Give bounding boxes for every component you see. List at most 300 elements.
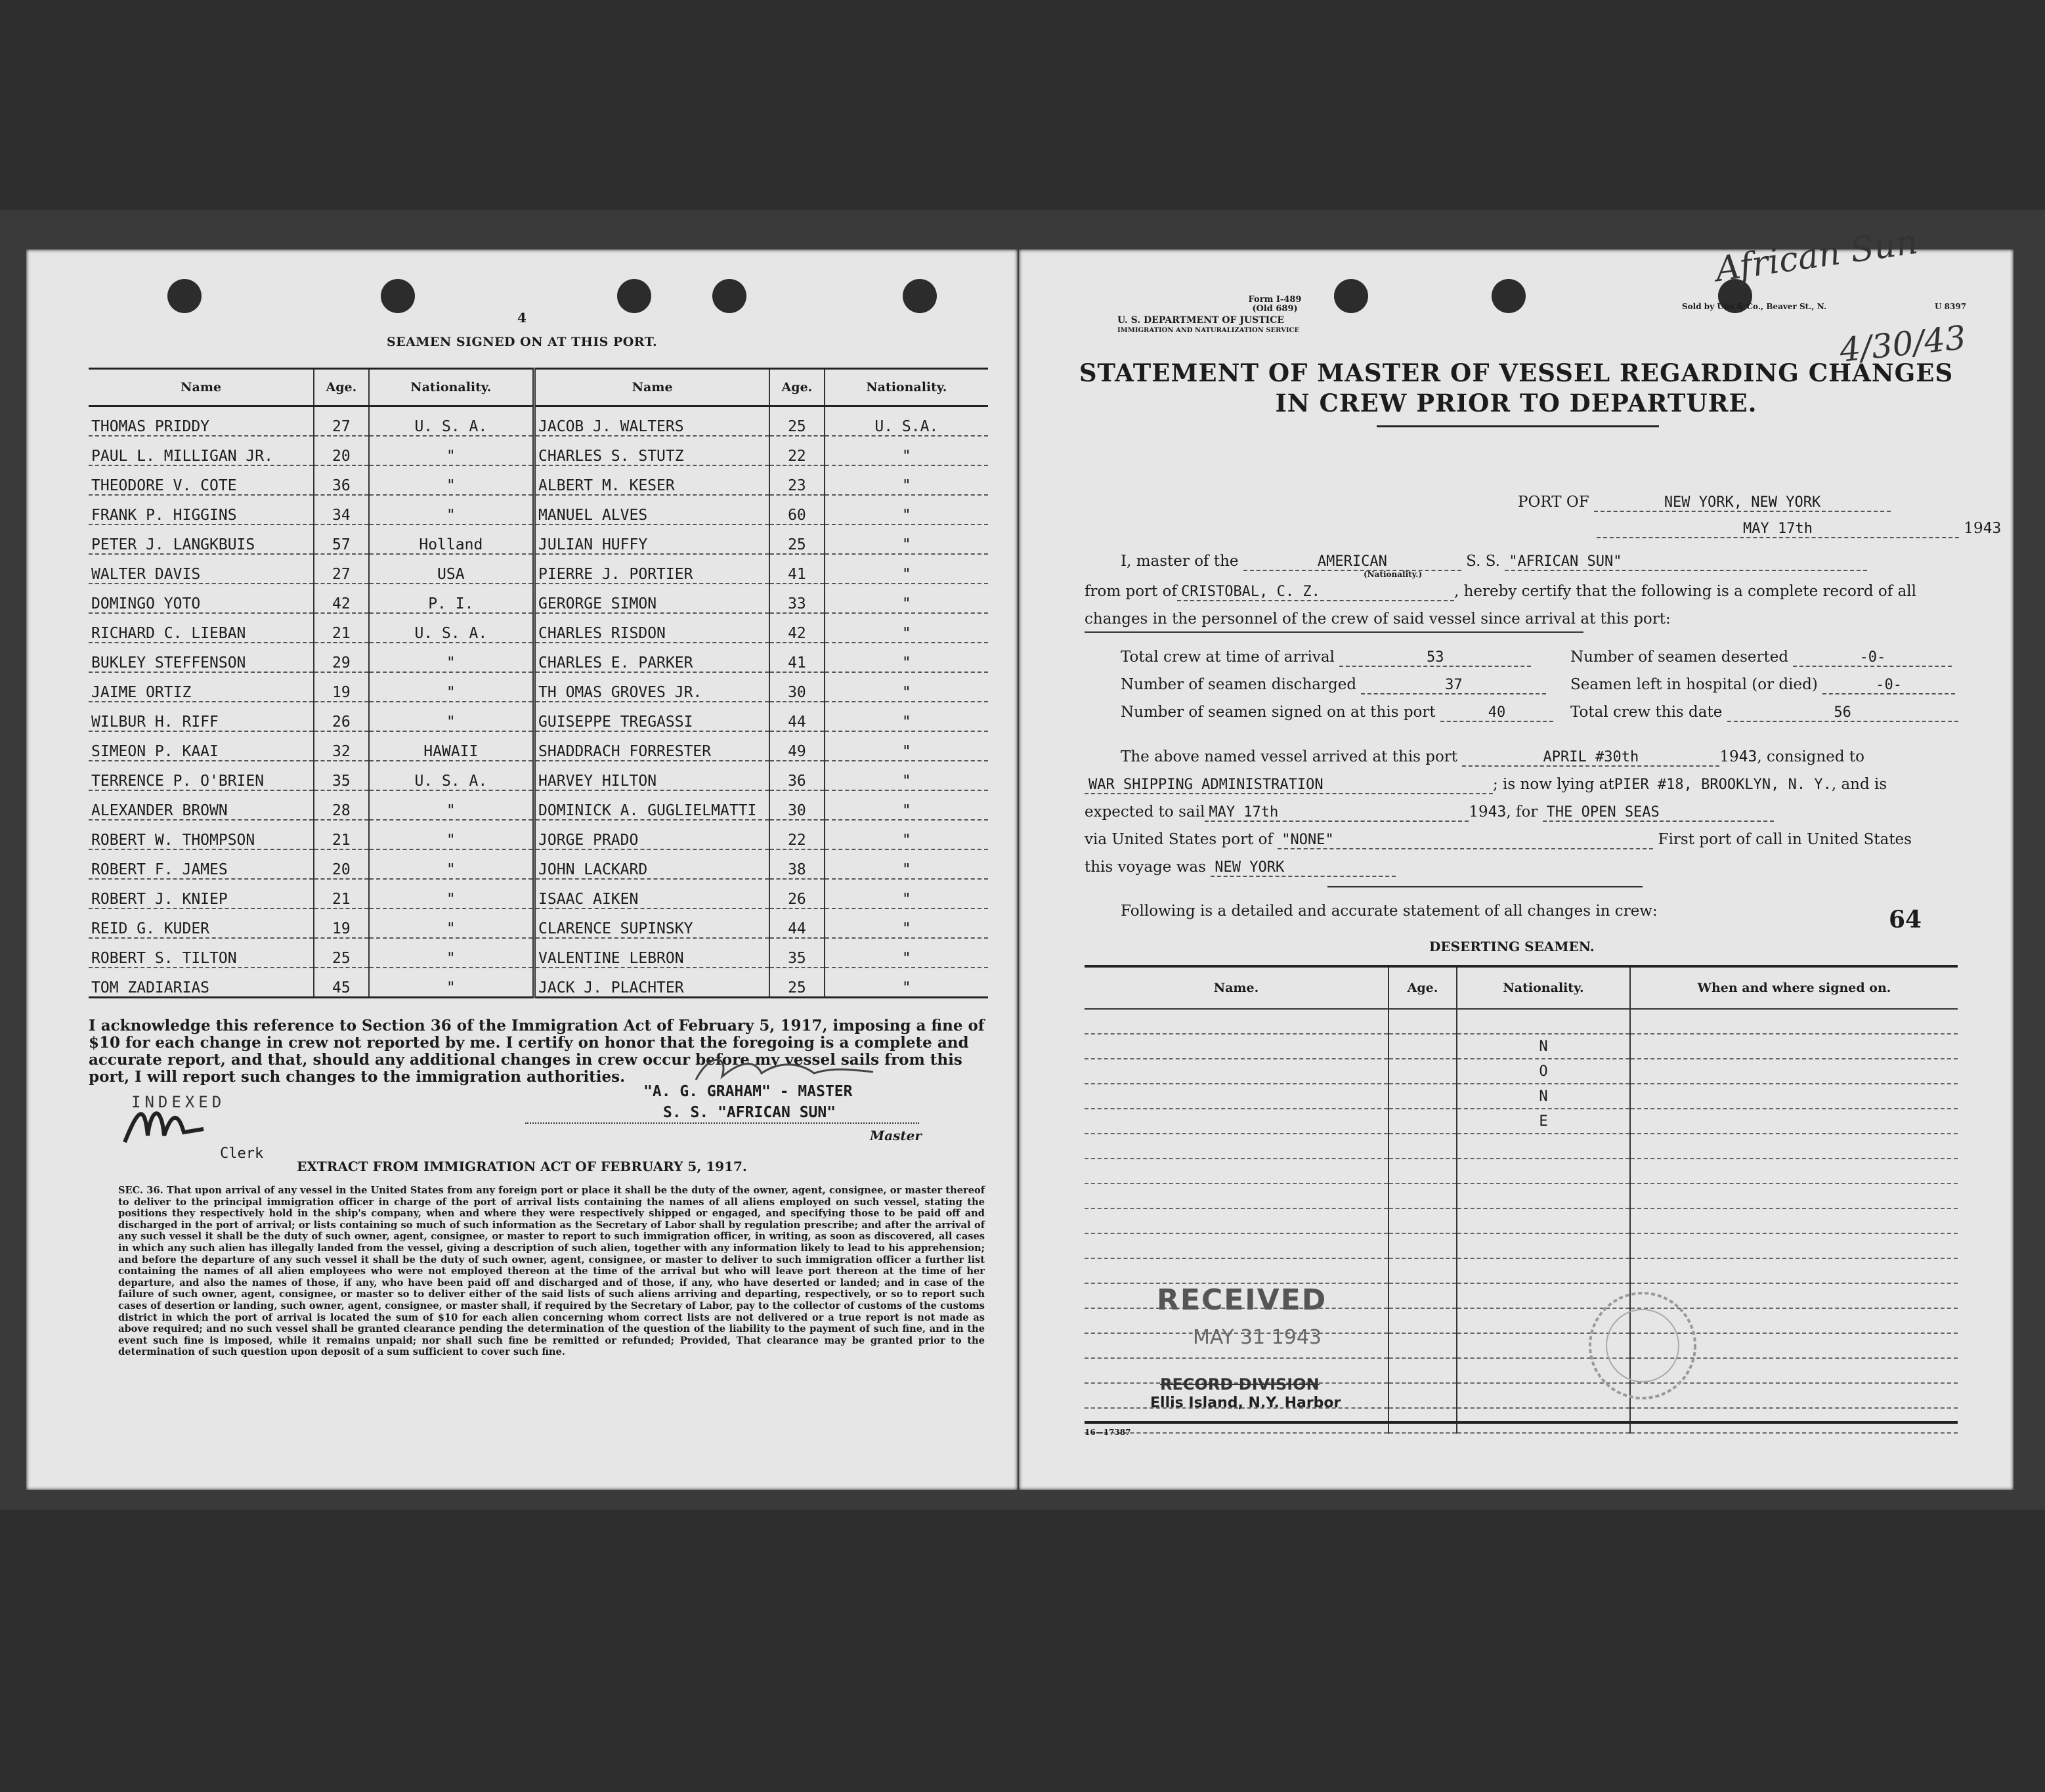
crew-nationality: " <box>369 465 534 495</box>
deserted-value: -0- <box>1793 649 1952 667</box>
crew-nationality: " <box>825 436 988 465</box>
crew-nationality: " <box>369 820 534 849</box>
desert-cell <box>1388 1109 1457 1134</box>
hospital-line <box>1570 676 1955 694</box>
desert-cell <box>1630 1059 1958 1084</box>
total-arrival-label: Total crew at time of arrival <box>1121 649 1335 666</box>
date-value: MAY 17th <box>1597 521 1959 538</box>
crew-nationality: U. S.A. <box>825 406 988 437</box>
deserted-label: Number of seamen deserted <box>1570 649 1789 666</box>
page-number: 4 <box>517 310 527 326</box>
extract-heading: EXTRACT FROM IMMIGRATION ACT OF FEBRUARY 5, 1917. <box>297 1159 747 1174</box>
crew-name: JAIME ORTIZ <box>89 672 314 702</box>
via-value: "NONE" <box>1278 832 1653 849</box>
desert-cell <box>1085 1184 1388 1208</box>
pier-value: PIER #18, BROOKLYN, N. Y. <box>1614 777 1832 793</box>
crew-age: 49 <box>769 731 824 761</box>
circular-seal-stamp <box>1583 1287 1702 1405</box>
crew-nationality: " <box>369 938 534 968</box>
and-is-label: , and is <box>1831 776 1887 793</box>
desert-cell <box>1457 1408 1630 1433</box>
expected-label: expected to sail <box>1085 803 1205 821</box>
sold-by-code: U 8397 <box>1935 302 1967 311</box>
desert-cell <box>1388 1383 1457 1408</box>
desert-cell <box>1630 1233 1958 1258</box>
sail-year: 43 <box>1488 803 1507 821</box>
desert-cell <box>1388 1333 1457 1358</box>
ellis-island-stamp: Ellis Island, N.Y. Harbor <box>1150 1395 1341 1411</box>
crew-nationality: " <box>825 938 988 968</box>
crew-name: PIERRE J. PORTIER <box>534 554 770 584</box>
desert-cell <box>1630 1208 1958 1233</box>
voyage-line <box>1085 859 1396 877</box>
desert-cell <box>1388 1009 1457 1034</box>
department-name: U. S. DEPARTMENT OF JUSTICE <box>1117 315 1285 326</box>
hospital-label: Seamen left in hospital (or died) <box>1570 676 1818 693</box>
table-row <box>89 672 988 702</box>
crew-name: JACK J. PLACHTER <box>534 968 770 998</box>
title-underline <box>1377 425 1659 427</box>
arrived-line <box>1121 748 1864 767</box>
desert-cell <box>1085 1233 1388 1258</box>
crew-age: 35 <box>314 761 368 790</box>
crew-name: TERRENCE P. O'BRIEN <box>89 761 314 790</box>
crew-nationality: " <box>825 849 988 879</box>
crew-age: 22 <box>769 820 824 849</box>
desert-cell <box>1457 1258 1630 1283</box>
desert-cell <box>1388 1034 1457 1059</box>
crew-age: 34 <box>314 495 368 524</box>
table-header-row <box>1085 966 1958 1009</box>
table-row <box>89 938 988 968</box>
desert-cell <box>1388 1134 1457 1159</box>
table-row <box>1085 1134 1958 1159</box>
table-row <box>1085 1109 1958 1134</box>
desert-cell <box>1388 1208 1457 1233</box>
crew-name: TH OMAS GROVES JR. <box>534 672 770 702</box>
desert-cell <box>1630 1034 1958 1059</box>
crew-nationality: " <box>825 554 988 584</box>
arrived-label: The above named vessel arrived at this port <box>1121 748 1458 765</box>
page-stamp-number: 64 <box>1889 906 1922 933</box>
crew-name: MANUEL ALVES <box>534 495 770 524</box>
arrived-value: APRIL #30th <box>1462 749 1719 767</box>
table-header-row <box>89 369 988 406</box>
consignee-value: WAR SHIPPING ADMINISTRATION <box>1085 777 1493 794</box>
crew-age: 45 <box>314 968 368 998</box>
following-label: Following is a detailed and accurate statement of all changes in crew: <box>1121 903 1658 920</box>
crew-name: ROBERT F. JAMES <box>89 849 314 879</box>
desert-cell: O <box>1457 1059 1630 1084</box>
crew-age: 42 <box>769 613 824 643</box>
crew-name: GERORGE SIMON <box>534 584 770 613</box>
crew-age: 23 <box>769 465 824 495</box>
desert-cell <box>1388 1084 1457 1109</box>
crew-nationality: " <box>825 908 988 938</box>
consignee-line <box>1085 776 1887 794</box>
crew-nationality: " <box>825 524 988 554</box>
consigned-label: , consigned to <box>1757 748 1864 765</box>
column-header: Age. <box>769 369 824 406</box>
crew-nationality: " <box>825 790 988 820</box>
crew-name: VALENTINE LEBRON <box>534 938 770 968</box>
crew-age: 25 <box>769 968 824 998</box>
acknowledgement-text: I acknowledge this reference to Section 36 of the Immigration Act of February 5, 1917, imposing a fine of $10 for each change in crew not reported by me. I certify on honor that the foregoing is a complete and accurate report, and that, should any additional changes in crew occur before my vessel sails from this port, I will report such changes to the immigration authorities. <box>89 1017 985 1086</box>
clerk-label: Clerk <box>220 1145 264 1162</box>
arrived-year: 43 <box>1738 748 1757 765</box>
date-line <box>1597 520 2001 538</box>
crew-age: 25 <box>314 938 368 968</box>
crew-age: 29 <box>314 643 368 672</box>
form-old-number: (Old 689) <box>1252 304 1298 314</box>
crew-nationality: " <box>369 643 534 672</box>
desert-cell <box>1388 1258 1457 1283</box>
crew-nationality: " <box>369 908 534 938</box>
year-value: 43 <box>1983 520 2002 537</box>
crew-nationality: U. S. A. <box>369 613 534 643</box>
crew-age: 27 <box>314 554 368 584</box>
crew-age: 28 <box>314 790 368 820</box>
signature-line <box>525 1122 919 1124</box>
table-row <box>89 731 988 761</box>
form-code: 16—17387 <box>1085 1428 1131 1437</box>
desert-cell <box>1457 1134 1630 1159</box>
desert-cell <box>1457 1184 1630 1208</box>
crew-name: DOMINICK A. GUGLIELMATTI <box>534 790 770 820</box>
first-port-label: First port of call in United States <box>1658 831 1912 848</box>
crew-nationality: " <box>825 879 988 908</box>
crew-age: 22 <box>769 436 824 465</box>
crew-age: 36 <box>314 465 368 495</box>
crew-name: CLARENCE SUPINSKY <box>534 908 770 938</box>
binder-hole <box>167 279 202 313</box>
table-row <box>89 761 988 790</box>
destination-value: THE OPEN SEAS <box>1543 804 1774 822</box>
crew-name: RICHARD C. LIEBAN <box>89 613 314 643</box>
binder-hole <box>712 279 746 313</box>
discharged-line <box>1121 676 1546 694</box>
binder-hole <box>617 279 651 313</box>
desert-cell <box>1085 1258 1388 1283</box>
desert-cell <box>1085 1109 1388 1134</box>
desert-cell <box>1085 1059 1388 1084</box>
crew-nationality: HAWAII <box>369 731 534 761</box>
desert-cell <box>1457 1009 1630 1034</box>
crew-age: 19 <box>314 672 368 702</box>
crew-signed-on-table <box>89 368 988 998</box>
master-name: "A. G. GRAHAM" - MASTER <box>643 1083 853 1100</box>
total-arrival-line <box>1121 649 1531 667</box>
crew-nationality: " <box>825 584 988 613</box>
desert-cell <box>1388 1184 1457 1208</box>
master-of-label: I, master of the <box>1121 553 1239 570</box>
crew-name: ISAAC AIKEN <box>534 879 770 908</box>
crew-nationality: " <box>825 643 988 672</box>
crew-age: 35 <box>769 938 824 968</box>
crew-age: 57 <box>314 524 368 554</box>
crew-nationality: " <box>825 495 988 524</box>
sold-by-note: Sold by Uns & Co., Beaver St., N. <box>1682 302 1827 311</box>
desert-cell <box>1630 1134 1958 1159</box>
indexed-stamp: INDEXED <box>131 1093 226 1111</box>
crew-nationality: " <box>369 495 534 524</box>
desert-cell <box>1388 1408 1457 1433</box>
crew-name: ALEXANDER BROWN <box>89 790 314 820</box>
crew-name: ROBERT S. TILTON <box>89 938 314 968</box>
discharged-label: Number of seamen discharged <box>1121 676 1357 693</box>
crew-name: FRANK P. HIGGINS <box>89 495 314 524</box>
table-row <box>1085 1408 1958 1433</box>
column-header: Nationality. <box>1457 966 1630 1009</box>
desert-cell <box>1388 1283 1457 1308</box>
crew-name: ALBERT M. KESER <box>534 465 770 495</box>
crew-name: SHADDRACH FORRESTER <box>534 731 770 761</box>
binder-hole <box>1492 279 1526 313</box>
crew-age: 20 <box>314 849 368 879</box>
table-row <box>89 643 988 672</box>
binder-hole <box>903 279 937 313</box>
desert-cell <box>1457 1208 1630 1233</box>
column-header: When and where signed on. <box>1630 966 1958 1009</box>
crew-name: JACOB J. WALTERS <box>534 406 770 437</box>
record-division-stamp: RECORD DIVISION <box>1160 1375 1320 1394</box>
sail-date-value: MAY 17th <box>1205 804 1469 822</box>
crew-name: SIMEON P. KAAI <box>89 731 314 761</box>
year-prefix: 19 <box>1964 520 1983 537</box>
scan-background-top <box>0 0 2045 210</box>
table-row <box>89 584 988 613</box>
column-header: Name. <box>1085 966 1388 1009</box>
crew-nationality: U. S. A. <box>369 761 534 790</box>
crew-name: CHARLES E. PARKER <box>534 643 770 672</box>
crew-name: DOMINGO YOTO <box>89 584 314 613</box>
table-row <box>1085 1009 1958 1034</box>
crew-age: 32 <box>314 731 368 761</box>
crew-nationality: U. S. A. <box>369 406 534 437</box>
crew-nationality: " <box>825 465 988 495</box>
desert-cell <box>1630 1084 1958 1109</box>
table-row <box>1085 1233 1958 1258</box>
desert-cell <box>1388 1233 1457 1258</box>
table-row <box>89 879 988 908</box>
table-row <box>89 406 988 437</box>
crew-age: 44 <box>769 908 824 938</box>
table-row <box>1085 1034 1958 1059</box>
expected-sail-line <box>1085 803 1774 822</box>
signed-on-label: Number of seamen signed on at this port <box>1121 704 1436 721</box>
via-port-line <box>1085 831 1912 849</box>
crew-age: 19 <box>314 908 368 938</box>
sail-year-prefix: 19 <box>1469 803 1488 821</box>
crew-name: THOMAS PRIDDY <box>89 406 314 437</box>
desert-cell <box>1630 1159 1958 1184</box>
signed-on-value: 40 <box>1440 704 1553 722</box>
table-row <box>1085 1184 1958 1208</box>
crew-name: TOM ZADIARIAS <box>89 968 314 998</box>
for-label: , for <box>1506 803 1538 821</box>
desert-cell: E <box>1457 1109 1630 1134</box>
crew-age: 42 <box>314 584 368 613</box>
column-header: Nationality. <box>825 369 988 406</box>
column-header: Name <box>534 369 770 406</box>
deserting-seamen-table <box>1085 965 1958 1434</box>
table-row <box>1085 1084 1958 1109</box>
left-page <box>26 249 1018 1490</box>
desert-cell <box>1630 1109 1958 1134</box>
crew-name: REID G. KUDER <box>89 908 314 938</box>
table-row <box>89 554 988 584</box>
crew-name: ROBERT J. KNIEP <box>89 879 314 908</box>
table-row <box>89 524 988 554</box>
arrived-year-prefix: 19 <box>1719 748 1739 765</box>
port-value: NEW YORK, NEW YORK <box>1594 494 1891 512</box>
crew-age: 25 <box>769 524 824 554</box>
crew-name: JULIAN HUFFY <box>534 524 770 554</box>
crew-age: 38 <box>769 849 824 879</box>
crew-name: BUKLEY STEFFENSON <box>89 643 314 672</box>
total-today-value: 56 <box>1727 704 1958 722</box>
handwritten-ship-name: African Sun <box>1713 222 1920 290</box>
crew-nationality: Holland <box>369 524 534 554</box>
desert-cell <box>1085 1134 1388 1159</box>
crew-age: 26 <box>769 879 824 908</box>
master-of-line <box>1121 553 1867 571</box>
crew-name: PAUL L. MILLIGAN JR. <box>89 436 314 465</box>
desert-cell <box>1388 1308 1457 1333</box>
crew-age: 26 <box>314 702 368 731</box>
desert-cell <box>1388 1159 1457 1184</box>
crew-age: 30 <box>769 672 824 702</box>
voyage-value: NEW YORK <box>1211 859 1396 877</box>
section-36-text: SEC. 36. That upon arrival of any vessel in the United States from any foreign port or place it shall be the duty of the owner, agent, consignee, or master thereof to deliver to the principal immigration officer in charge of the port of arrival lists containing the names of all aliens employed on such vessel, stating the positions they respectively hold in the ship's company, when and where they were respectively shipped or engaged, and specifying those to be paid off and discharged in the port of arrival; or lists containing so much of such information as the Secretary of Labor shall by regulation prescribe; and after the arrival of any such vessel it shall be the duty of such owner, agent, consignee, or master to report to such immigration officer, in writing, as soon as discovered, all cases in which any such alien has illegally landed from the vessel, giving a description of such alien, together with any information likely to lead to his apprehension; and before the departure of any such vessel it shall be the duty of such owner, agent, consignee, or master to deliver to such immigration officer a further list containing the names of all alien employees who were not employed thereon at the time of the arrival but who will leave port thereon at the time of her departure, and also the names of those, if any, who have been paid off and discharged and of those, if any, who have deserted or landed; and in case of the failure of such owner, agent, consignee, or master so to deliver either of the said lists of such aliens arriving and departing, respectively, or so to report such cases of desertion or landing, such owner, agent, consignee, or master shall, if required by the Secretary of Labor, pay to the collector of customs of the customs district in which the port of arrival is located the sum of $10 for each alien concerning whom correct lists are not delivered or a true report is not made as above required; and no such vessel shall be granted clearance pending the determination of the question of the liability to the payment of such fine, and in the event such fine is imposed, while it remains unpaid; nor shall such fine be remitted or refunded; Provided, That clearance may be granted prior to the determination of such question upon deposit of a sum sufficient to cover such fine. <box>118 1185 985 1358</box>
desert-cell <box>1630 1258 1958 1283</box>
crew-name: WALTER DAVIS <box>89 554 314 584</box>
crew-nationality: " <box>825 968 988 998</box>
column-header: Age. <box>1388 966 1457 1009</box>
master-vessel: S. S. "AFRICAN SUN" <box>663 1104 836 1121</box>
table-row <box>89 436 988 465</box>
certify-text-2: changes in the personnel of the crew of said vessel since arrival at this port: <box>1085 610 1671 628</box>
crew-age: 21 <box>314 613 368 643</box>
deserting-heading: DESERTING SEAMEN. <box>1429 939 1595 954</box>
crew-age: 44 <box>769 702 824 731</box>
crew-name: JORGE PRADO <box>534 820 770 849</box>
crew-age: 41 <box>769 554 824 584</box>
hospital-value: -0- <box>1822 677 1955 694</box>
certify-text: , hereby certify that the following is a complete record of all <box>1453 583 1917 600</box>
port-line <box>1518 494 1891 512</box>
crew-name: THEODORE V. COTE <box>89 465 314 495</box>
desert-cell <box>1630 1408 1958 1433</box>
total-arrival-value: 53 <box>1339 649 1531 667</box>
table-row <box>89 495 988 524</box>
from-port-value: CRISTOBAL, C. Z. <box>1177 584 1454 601</box>
crew-nationality: " <box>825 820 988 849</box>
signed-on-line <box>1121 704 1553 722</box>
crew-name: ROBERT W. THOMPSON <box>89 820 314 849</box>
master-label: Master <box>870 1128 922 1143</box>
handwritten-date: 4/30/43 <box>1838 318 1968 370</box>
section-heading: SEAMEN SIGNED ON AT THIS PORT. <box>386 335 658 349</box>
crew-age: 33 <box>769 584 824 613</box>
desert-cell <box>1457 1159 1630 1184</box>
binder-hole <box>381 279 415 313</box>
crew-age: 20 <box>314 436 368 465</box>
crew-age: 41 <box>769 643 824 672</box>
crew-name: GUISEPPE TREGASSI <box>534 702 770 731</box>
service-name: IMMIGRATION AND NATURALIZATION SERVICE <box>1117 327 1300 334</box>
form-title-line-2: IN CREW PRIOR TO DEPARTURE. <box>1275 389 1757 417</box>
crew-name: WILBUR H. RIFF <box>89 702 314 731</box>
total-today-line <box>1570 704 1958 722</box>
desert-cell <box>1085 1009 1388 1034</box>
desert-cell <box>1388 1358 1457 1383</box>
total-today-label: Total crew this date <box>1570 704 1723 721</box>
clerk-initials-signature <box>118 1096 210 1149</box>
table-row <box>1085 1059 1958 1084</box>
crew-nationality: " <box>369 968 534 998</box>
form-header <box>1203 295 1347 314</box>
voyage-label: this voyage was <box>1085 859 1206 876</box>
scan-background-bottom <box>0 1510 2045 1792</box>
nationality-value: AMERICAN <box>1243 553 1461 571</box>
table-row <box>89 465 988 495</box>
crew-name: CHARLES RISDON <box>534 613 770 643</box>
ss-label: S. S. <box>1466 553 1500 570</box>
table-row <box>1085 1258 1958 1283</box>
received-stamp: RECEIVED <box>1157 1283 1327 1317</box>
desert-cell: N <box>1457 1084 1630 1109</box>
form-title-line-1: STATEMENT OF MASTER OF VESSEL REGARDING CHANGES <box>1079 358 1954 387</box>
voyage-rule <box>1327 886 1643 887</box>
table-row <box>89 849 988 879</box>
table-row <box>89 790 988 820</box>
crew-nationality: " <box>369 790 534 820</box>
received-date-stamp: MAY 31 1943 <box>1193 1326 1322 1349</box>
lying-label: ; is now lying at <box>1493 776 1614 793</box>
port-label: PORT OF <box>1518 494 1589 511</box>
crew-nationality: " <box>369 849 534 879</box>
table-row <box>1085 1159 1958 1184</box>
certify-rule <box>1085 631 1583 633</box>
crew-name: HARVEY HILTON <box>534 761 770 790</box>
crew-nationality: " <box>825 731 988 761</box>
crew-nationality: " <box>369 672 534 702</box>
bottom-rule <box>1085 1421 1958 1424</box>
desert-cell <box>1085 1034 1388 1059</box>
crew-nationality: " <box>369 436 534 465</box>
from-port-line <box>1085 583 1916 601</box>
crew-name: PETER J. LANGKBUIS <box>89 524 314 554</box>
table-row <box>89 702 988 731</box>
crew-name: CHARLES S. STUTZ <box>534 436 770 465</box>
crew-nationality: " <box>369 702 534 731</box>
desert-cell: N <box>1457 1034 1630 1059</box>
desert-cell <box>1085 1159 1388 1184</box>
deserted-line <box>1570 649 1952 667</box>
column-header: Name <box>89 369 314 406</box>
crew-nationality: P. I. <box>369 584 534 613</box>
nationality-note: (Nationality.) <box>1364 570 1423 579</box>
table-row <box>89 613 988 643</box>
column-header: Age. <box>314 369 368 406</box>
crew-nationality: " <box>825 702 988 731</box>
ship-name-value: "AFRICAN SUN" <box>1505 553 1867 571</box>
desert-cell <box>1630 1184 1958 1208</box>
crew-nationality: " <box>825 761 988 790</box>
desert-cell <box>1085 1208 1388 1233</box>
crew-nationality: USA <box>369 554 534 584</box>
